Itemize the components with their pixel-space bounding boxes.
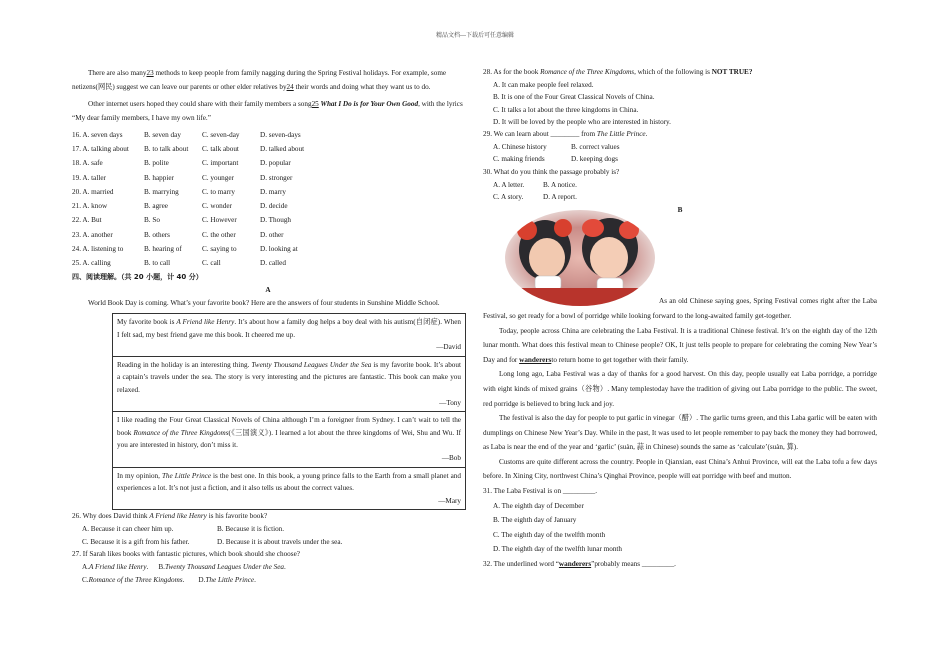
q30-option-d: D. A report. — [543, 192, 577, 201]
q28-option-a: A. It can make people feel relaxed. — [493, 80, 594, 89]
option-choice: 25. A. calling — [72, 259, 111, 268]
passage-a-intro: World Book Day is coming. What’s your favorite book? Here are the answers of four students in Sunshine Middle School. — [88, 298, 440, 307]
option-row — [72, 128, 464, 142]
option-choice: D. decide — [260, 202, 288, 211]
q26-option-b: B. Because it is fiction. — [217, 524, 285, 533]
q30-option-a: A. A letter. — [493, 180, 525, 189]
option-choice: B. happier — [144, 173, 174, 182]
option-choice: B. marrying — [144, 187, 179, 196]
passage-b-paragraph-1: As an old Chinese saying goes, Spring Festival comes right after the Laba Festival, so get ready for a bowl of porridge while looking forward to the long-awaited family get-together. — [483, 297, 877, 320]
option-choice: D. seven-days — [260, 130, 301, 139]
option-choice: C. However — [202, 216, 237, 225]
option-choice: D. called — [260, 259, 286, 268]
option-choice: 18. A. safe — [72, 159, 103, 168]
student-signature: —Tony — [439, 398, 461, 407]
option-choice: 22. A. But — [72, 216, 102, 225]
option-row — [72, 242, 464, 256]
question-30: 30. What do you think the passage probably is? — [483, 167, 620, 176]
photo-illustration — [505, 210, 655, 306]
q31-option-a: A. The eighth day of December — [493, 501, 584, 510]
passage-b-title: B — [677, 206, 683, 215]
option-row — [72, 142, 464, 156]
option-choice: D. looking at — [260, 245, 298, 254]
question-30-options — [483, 179, 877, 204]
student-answer-cell: I like reading the Four Great Classical Novels of China although I’m a foreigner from Sydney. I can’t wait to tell the book Romance of the Three Kingdoms(《三国演义》). I learned a lot about the three kingdoms of Wei, Shu and Wu. If you are interested in history, don’t miss it. —Bob — [113, 412, 465, 467]
option-choice: C. important — [202, 159, 239, 168]
q30-option-c: C. A story. — [493, 192, 524, 201]
option-choice: B. to talk about — [144, 144, 189, 153]
option-row — [72, 228, 464, 242]
question-31: 31. The Laba Festival is on _________. — [483, 487, 598, 496]
option-choice: B. hearing of — [144, 245, 182, 254]
question-28: 28. As for the book Romance of the Three Kingdoms, which of the following is NOT TRUE? — [483, 68, 753, 76]
passage-b-paragraph-5: Customs are quite different across the country. People in Qianxian, east China’s Anhui Province, will eat the Laba tofu a few days before. In Xining City, northwest China’s Qinghai Province, people will eat porridge with beef and mutton. — [483, 457, 877, 481]
option-choice: 20. A. married — [72, 187, 114, 196]
option-row — [72, 157, 464, 171]
question-27-options — [72, 561, 464, 586]
student-signature: —Mary — [438, 496, 461, 505]
q29-option-b: B. correct values — [571, 143, 620, 152]
passage-b-paragraph-2: Today, people across China are celebrating the Laba Festival. It is a traditional Chinese festival. It’s on the eighth day of the 12th lunar month. What does this festival mean to Chinese people? OK, It just tells people to prepare for celebrating the coming New Year’s Day and for wanderersto return home to get together with their family. — [483, 326, 877, 364]
book-answers-table — [112, 313, 466, 510]
option-row — [72, 171, 464, 185]
q29-option-c: C. making friends — [493, 155, 545, 164]
page-header: 精品文档---下载后可任意编辑 — [436, 33, 514, 39]
q29-option-a: A. Chinese history — [493, 143, 547, 152]
passage-b-paragraph-3: Long long ago, Laba Festival was a day of thanks for a good harvest. On this day, people usually eat Laba porridge, a porridge with eight kinds of mixed grains（谷物）. Many templestoday have the tradition of giving out Laba porridge to the public. The sweet, red porridge is believed to bring luck and joy. — [483, 370, 877, 408]
passage-a-title: A — [265, 285, 271, 294]
option-row — [72, 199, 464, 213]
q29-option-d: D. keeping dogs — [571, 155, 618, 164]
q26-option-d: D. Because it is about travels under the sea. — [217, 537, 343, 546]
option-choice: 21. A. know — [72, 202, 108, 211]
option-choice: 17. A. talking about — [72, 144, 129, 153]
children-laba-porridge-photo — [505, 210, 655, 306]
q28-option-d: D. It will be loved by the people who are interested in history. — [493, 117, 671, 126]
passage-b-paragraph-4: The festival is also the day for people to put garlic in vinegar（醋）. The garlic turns green, and this Laba garlic will be eaten with dumplings on Chinese New Year’s Day. While in the past, It was used to let people remember to pay back the money they had borrowed, as Laba is near the end of the year and ‘garlic’ (suàn, 蒜 in Chinese) sounds the same as ‘calculate’(suàn, 算). — [483, 414, 877, 452]
question-32: 32. The underlined word “wanderers”probably means _________. — [483, 560, 676, 569]
question-26: 26. Why does David think A Friend like Henry is his favorite book? — [72, 512, 268, 521]
option-choice: B. others — [144, 230, 170, 239]
option-choice: C. call — [202, 259, 221, 268]
student-signature: —Bob — [441, 453, 461, 462]
cloze-paragraph-1: There are also many23 methods to keep people from family nagging during the Spring Festival holidays. For example, some netizens(网民) suggest we can leave our parents or other elder relatives by24 their words and doing what they want us to do. — [72, 69, 447, 91]
right-column — [483, 66, 877, 572]
q26-option-c: C. Because it is a gift from his father. — [82, 537, 190, 546]
question-29-options — [483, 141, 877, 166]
option-row — [72, 257, 464, 271]
option-choice: C. seven-day — [202, 130, 240, 139]
student-answer-cell: My favorite book is A Friend like Henry. It’s about how a family dog helps a boy deal with his autism(自闭症). When I felt sad, my best friend gave me this book. It cheered me up. —David — [113, 314, 465, 357]
question-26-options — [72, 523, 464, 548]
q31-option-b: B. The eighth day of January — [493, 516, 577, 525]
option-choice: 19. A. taller — [72, 173, 106, 182]
question-28-options — [483, 79, 877, 129]
option-choice: D. stronger — [260, 173, 293, 182]
option-choice: B. agree — [144, 202, 168, 211]
student-answer-cell: In my opinion, The Little Prince is the best one. In this book, a young prince falls to the Earth from a small planet and experiences a lot. It’s not just a fiction, and it also tells us about the correct values. —Mary — [113, 468, 465, 510]
option-choice: 24. A. listening to — [72, 245, 124, 254]
q27-option-a: A.A Friend like Henry. — [82, 563, 149, 572]
option-row — [72, 185, 464, 199]
option-choice: D. talked about — [260, 144, 305, 153]
option-choice: D. marry — [260, 187, 286, 196]
cloze-paragraph-2: Other internet users hoped they could share with their family members a song25 What I Do is for Your Own Good, with the lyrics “My dear family members, I have my own life.” — [72, 100, 463, 122]
student-signature: —David — [436, 343, 461, 352]
q28-option-b: B. It is one of the Four Great Classical Novels of China. — [493, 93, 655, 102]
q28-option-c: C. It talks a lot about the three kingdoms in China. — [493, 105, 639, 114]
question-27: 27. If Sarah likes books with fantastic pictures, which book should she choose? — [72, 550, 300, 559]
student-answer-cell: Reading in the holiday is an interesting thing. Twenty Thousand Leagues Under the Sea is my favorite book. It’s about a captain’s travels under the sea. The story is very interesting and the pictures are fantastic. This book can make you relaxed. —Tony — [113, 357, 465, 412]
option-choice: C. younger — [202, 173, 234, 182]
option-choice: 23. A. another — [72, 230, 113, 239]
option-choice: B. So — [144, 216, 160, 225]
option-choice: D. Though — [260, 216, 292, 225]
cloze-options — [72, 128, 464, 271]
option-choice: 16. A. seven days — [72, 130, 123, 139]
option-choice: B. polite — [144, 159, 169, 168]
option-row — [72, 214, 464, 228]
option-choice: C. to marry — [202, 187, 235, 196]
q26-option-a: A. Because it can cheer him up. — [82, 524, 174, 533]
question-29: 29. We can learn about ________ from The Little Prince. — [483, 130, 648, 139]
q30-option-b: B. A notice. — [543, 180, 577, 189]
section-title: 四、阅读理解。（共 20 小题，计 40 分） — [72, 272, 203, 281]
option-choice: B. to call — [144, 259, 171, 268]
option-choice: C. talk about — [202, 144, 239, 153]
option-choice: D. other — [260, 230, 284, 239]
option-choice: C. saying to — [202, 245, 237, 254]
option-choice: B. seven day — [144, 130, 181, 139]
q27-option-d: D.The Little Prince. — [198, 575, 256, 584]
q27-option-b: B.Twenty Thousand Leagues Under the Sea. — [158, 563, 286, 572]
option-choice: D. popular — [260, 159, 291, 168]
q27-option-c: C.Romance of the Three Kingdoms. — [82, 575, 185, 584]
q31-option-c: C. The eighth day of the twelfth month — [493, 530, 606, 539]
option-choice: C. wonder — [202, 202, 232, 211]
question-31-options — [483, 499, 877, 557]
option-choice: C. the other — [202, 230, 236, 239]
left-column — [72, 66, 464, 587]
q31-option-d: D. The eighth day of the twelfth lunar month — [493, 545, 623, 554]
